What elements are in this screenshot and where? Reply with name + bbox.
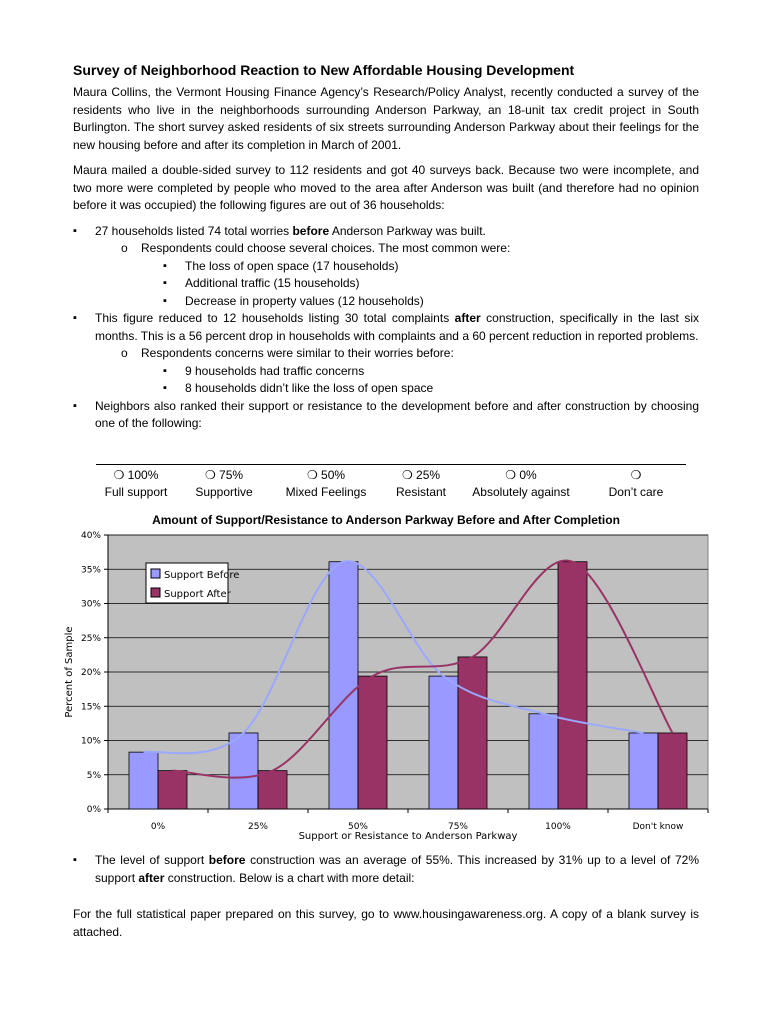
intro-paragraph-2: Maura mailed a double-sided survey to 112 residents and got 40 surveys back. Because two were incomplete, and two more were completed by people who moved to the area after Anderson was built (and therefore had no opinion before it was occupied) the following figures are out of 36 households: (73, 163, 699, 212)
choice-scale (96, 464, 686, 503)
y-tick-label: 15% (80, 702, 101, 713)
finding-before: ▪ 27 households listed 74 total worries before Anderson Parkway was built. o Respondents could choose several choices. The most common were: ▪ The loss of open space (17 households) ▪ Additional traffic (15 households) ▪ Decrease in property values (12 households) (73, 223, 699, 311)
bar-support-before (629, 733, 658, 809)
x-tick-label: 100% (545, 822, 571, 832)
bar-support-before (329, 562, 358, 809)
worry-item: ▪ Additional traffic (15 households) (163, 275, 699, 293)
bar-support-after (458, 657, 487, 809)
choice-dont-care: ❍ Don’t care (608, 468, 664, 499)
x-axis-title: Support or Resistance to Anderson Parkway (298, 831, 518, 842)
choice-supportive: ❍ 75% Supportive (195, 468, 253, 499)
y-axis-title: Percent of Sample (64, 626, 75, 718)
choice-resistant: ❍ 25% Resistant (395, 468, 447, 499)
x-tick-label: 75% (447, 822, 469, 832)
y-tick-label: 40% (80, 531, 101, 541)
choice-full-support: ❍ 100% Full support (104, 468, 168, 499)
y-tick-label: 0% (86, 805, 101, 815)
y-tick-label: 35% (80, 565, 101, 576)
bar-support-before (529, 714, 558, 809)
legend-label: Support After (164, 589, 231, 600)
y-tick-label: 20% (80, 668, 101, 678)
bar-support-before (129, 752, 158, 809)
finding-ranking: ▪ Neighbors also ranked their support or resistance to the development before and after construction by choosing one of the following: (73, 398, 699, 433)
y-tick-label: 10% (80, 736, 101, 747)
page-title: Survey of Neighborhood Reaction to New Affordable Housing Development (73, 62, 575, 78)
bar-support-after (558, 562, 587, 809)
x-tick-label: 25% (247, 822, 269, 832)
bar-support-after (258, 771, 287, 809)
legend-label: Support Before (164, 570, 240, 581)
finding-after-sub: o Respondents concerns were similar to their worries before: ▪ 9 households had traffic concerns ▪ 8 households didn’t like the loss of open space (119, 345, 699, 398)
closing-paragraph: For the full statistical paper prepared on this survey, go to www.housingawareness.org. A copy of a blank survey is attached. (73, 907, 699, 939)
bar-support-after (358, 676, 387, 809)
findings-list (73, 223, 699, 433)
worry-item: ▪ The loss of open space (17 households) (163, 258, 699, 276)
x-tick-label: Don't know (632, 822, 684, 832)
choice-absolutely-against: ❍ 0% Absolutely against (472, 468, 570, 499)
x-tick-label: 50% (347, 822, 369, 832)
y-tick-label: 5% (86, 770, 101, 781)
intro-paragraph-1: Maura Collins, the Vermont Housing Finance Agency’s Research/Policy Analyst, recently conducted a survey of the residents who live in the neighborhoods surrounding Anderson Parkway, an 18-unit tax credit project in South Burlington. The short survey asked residents of six streets surrounding Anderson Parkway about their feelings for the new housing before and after its completion in March of 2001. (73, 85, 699, 152)
concern-item: ▪ 9 households had traffic concerns (163, 363, 699, 381)
x-tick-label: 0% (150, 822, 166, 832)
support-chart (58, 525, 718, 845)
chart-title: Amount of Support/Resistance to Anderson Parkway Before and After Completion (152, 513, 620, 527)
y-tick-label: 30% (80, 599, 101, 610)
finding-after: ▪ This figure reduced to 12 households listing 30 total complaints after construction, specifically in the last six months. This is a 56 percent drop in households with complaints and a 60 percent reduction in reported problems. o Respondents concerns were similar to their worries before: ▪ 9 households had traffic concerns ▪ 8 households didn’t like the loss of open space (73, 310, 699, 398)
finding-before-sub: o Respondents could choose several choices. The most common were: ▪ The loss of open space (17 households) ▪ Additional traffic (15 households) ▪ Decrease in property values (12 households) (119, 240, 699, 310)
bar-support-after (158, 771, 187, 809)
bar-support-after (658, 733, 687, 809)
y-tick-label: 25% (80, 633, 101, 644)
bar-support-before (429, 676, 458, 809)
bar-support-before (229, 733, 258, 809)
legend-swatch (151, 588, 160, 597)
choice-mixed: ❍ 50% Mixed Feelings (285, 468, 367, 499)
closing-bullet: ▪ The level of support before construction was an average of 55%. This increased by 31% up to a level of 72% support after construction. Below is a chart with more detail: (73, 852, 699, 887)
concern-item: ▪ 8 households didn’t like the loss of open space (163, 380, 699, 398)
legend-swatch (151, 569, 160, 578)
document-body (73, 62, 699, 433)
worry-item: ▪ Decrease in property values (12 households) (163, 293, 699, 311)
